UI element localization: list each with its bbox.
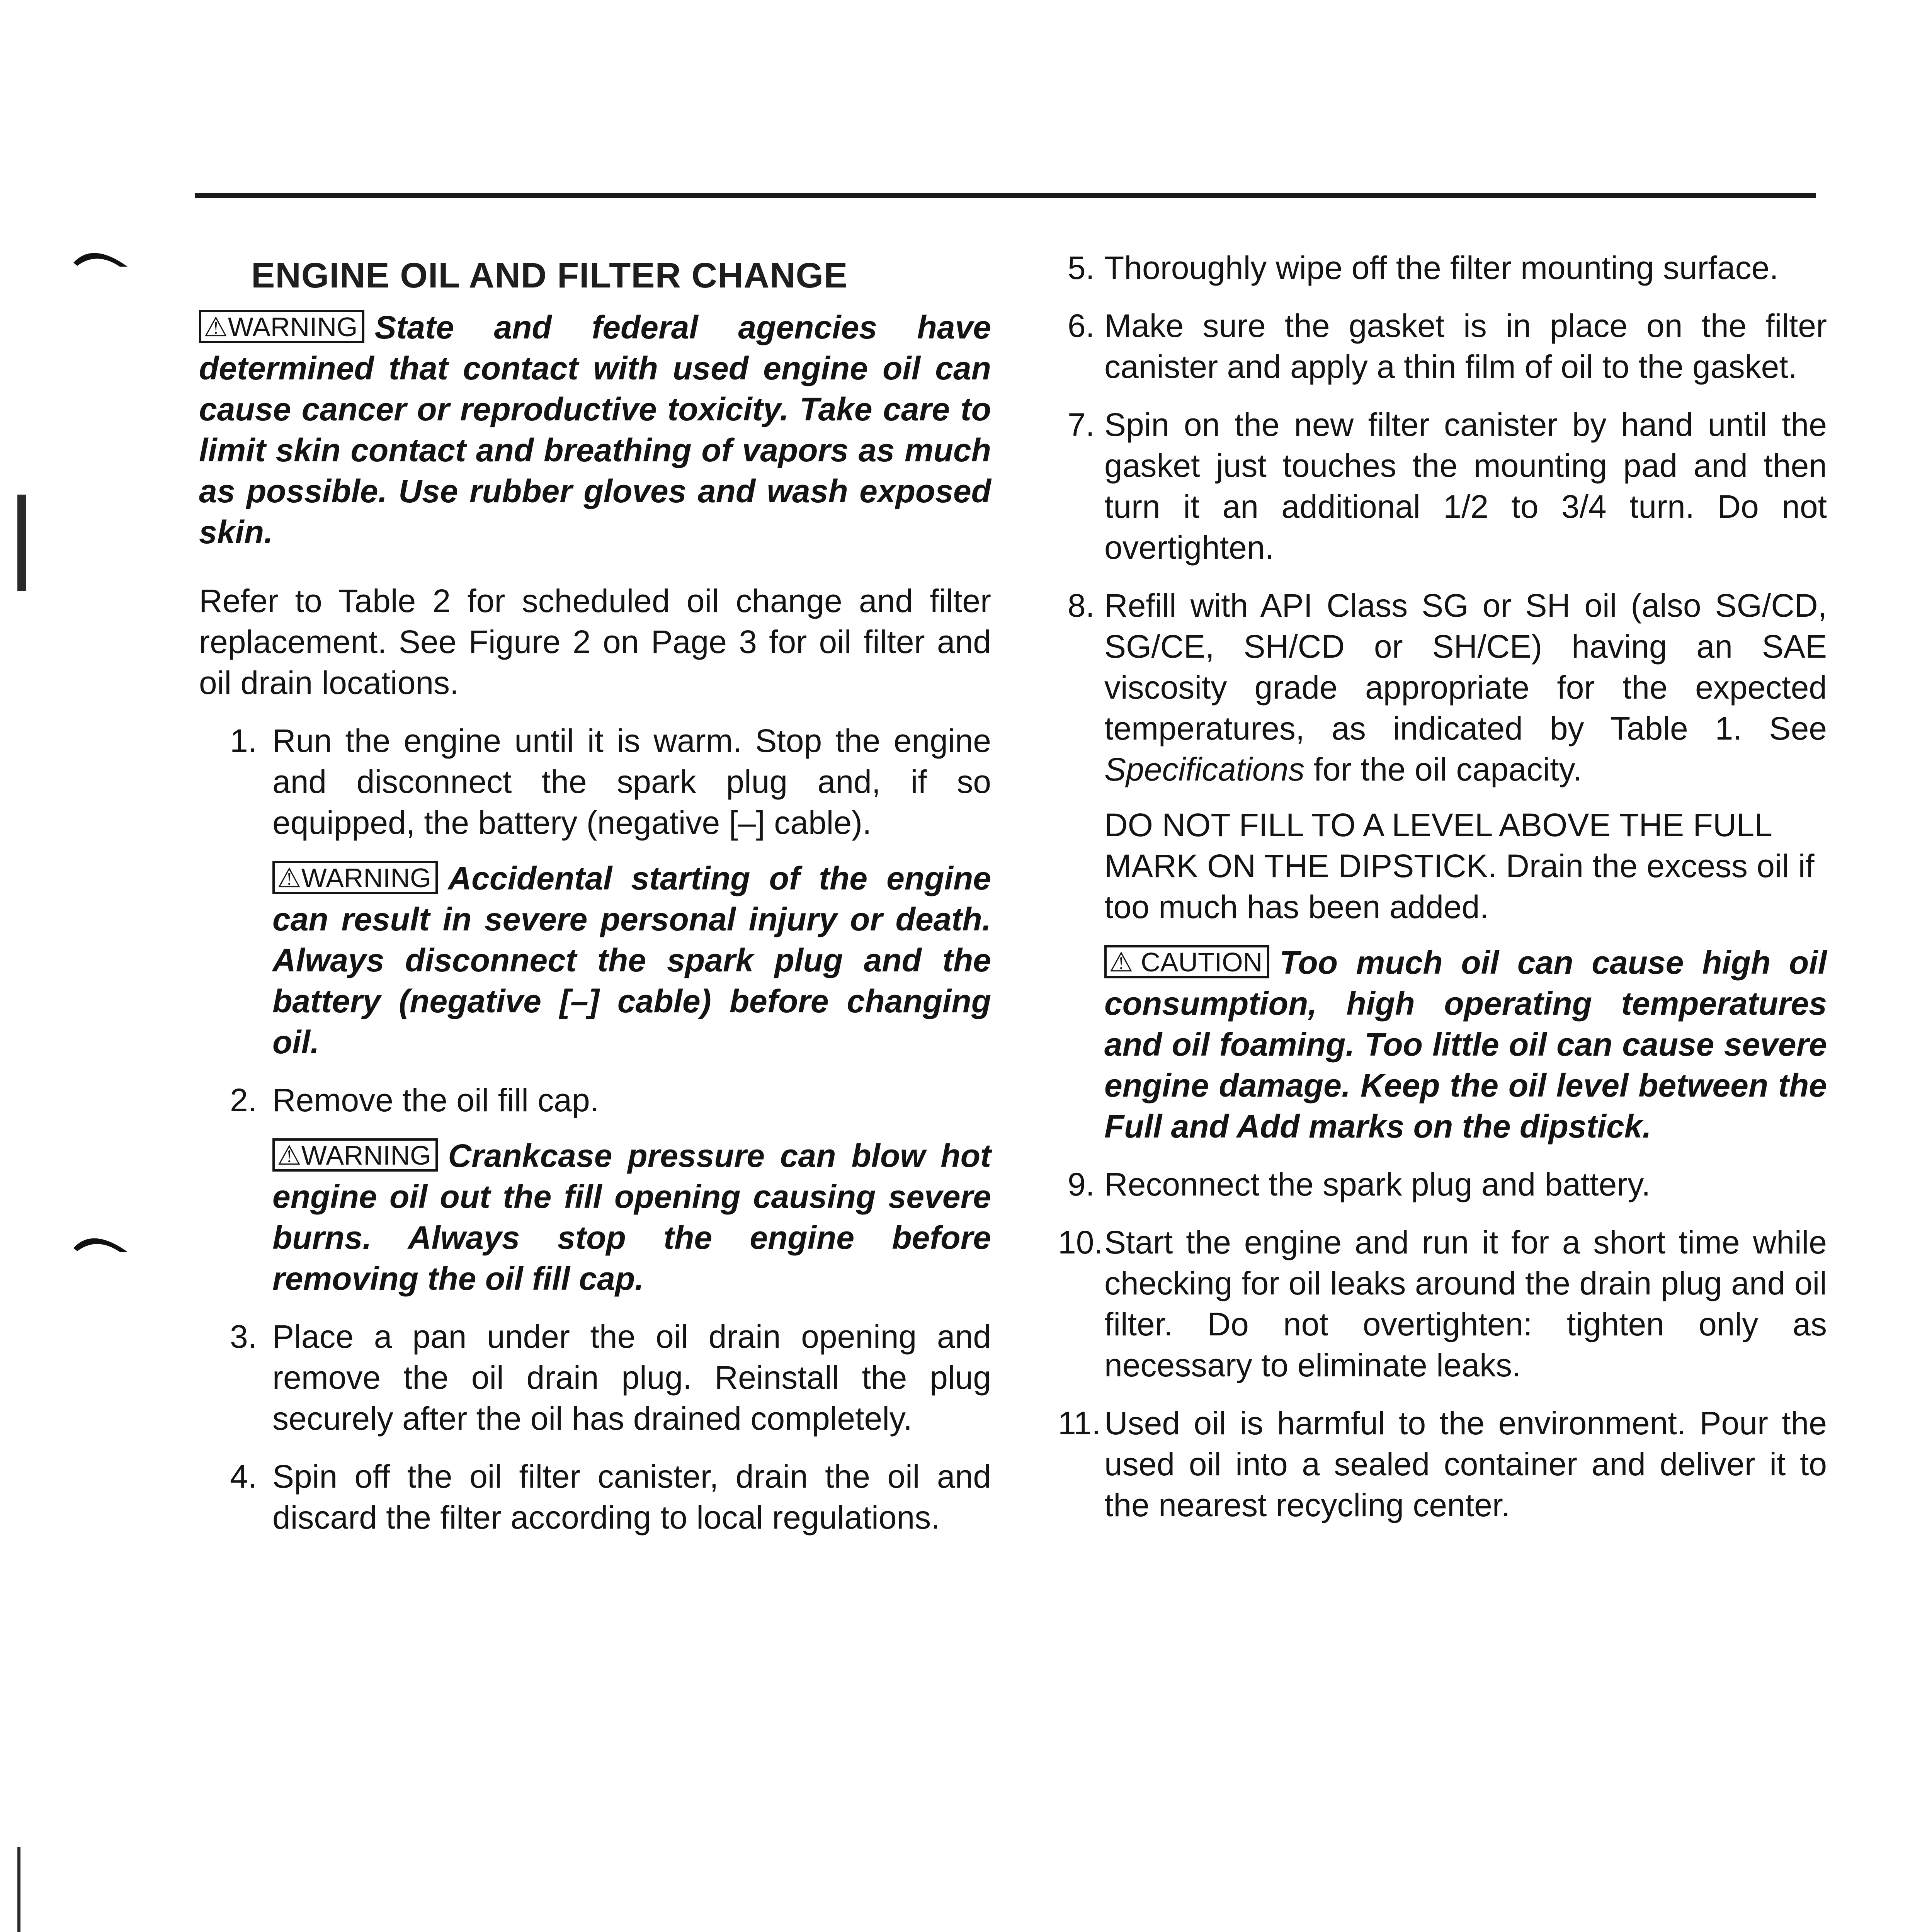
refer-paragraph: Refer to Table 2 for scheduled oil change and filter replacement. See Figure 2 on Page 3 for oil filter and oil drain locations. — [199, 583, 991, 701]
warning-label: ⚠WARNING — [272, 1138, 438, 1172]
specifications-reference: Specifications — [1104, 751, 1305, 787]
list-item: 5. Thoroughly wipe off the filter mounting surface. — [1067, 250, 1779, 286]
list-item: 10. Start the engine and run it for a short time while checking for oil leaks around the drain plug and oil filter. Do not overtighten: tighten only as necessary to eliminate leaks. — [1058, 1224, 1827, 1383]
steps-list-left — [199, 720, 991, 1538]
list-item: 9. Reconnect the spark plug and battery. — [1067, 1166, 1651, 1202]
step-caution: ⚠ CAUTION Too much oil can cause high oil consumption, high operating temperatures and oil foaming. Too little oil can cause severe engine damage. Keep the oil level between the Full and Add marks on the dipstick. — [1104, 944, 1827, 1145]
list-item: 4. Spin off the oil filter canister, drain the oil and discard the filter according to local regulations. — [230, 1458, 991, 1536]
warning-label: ⚠WARNING — [272, 861, 438, 894]
list-item: 1. Run the engine until it is warm. Stop the engine and disconnect the spark plug and, if so equipped, the battery (negative [–] cable). ⚠WARNING Accidental starting of the engine can result in severe personal injury or death. Always disconnect the spark plug and the battery (negative [–] cable) before changing oil. — [199, 720, 991, 1063]
caution-label: ⚠ CAUTION — [1104, 945, 1269, 978]
warning-triangle-icon: ⚠ — [204, 312, 228, 342]
binder-mark-middle — [70, 1225, 139, 1264]
scan-artifact — [17, 1847, 20, 1932]
warning-triangle-icon: ⚠ — [277, 1140, 301, 1170]
list-item: 3. Place a pan under the oil drain opening and remove the oil drain plug. Reinstall the plug securely after the oil has drained completely. — [230, 1318, 991, 1437]
list-item: 11. Used oil is harmful to the environment. Pour the used oil into a sealed container and deliver it to the nearest recycling center. — [1058, 1405, 1827, 1523]
right-column — [1058, 247, 1827, 1526]
step-warning: ⚠WARNING Accidental starting of the engine can result in severe personal injury or death. Always disconnect the spark plug and the battery (negative [–] cable) before changing oil. — [272, 860, 991, 1060]
warning-triangle-icon: ⚠ — [1109, 947, 1133, 977]
warning-triangle-icon: ⚠ — [277, 863, 301, 893]
fill-level-note: DO NOT FILL TO A LEVEL ABOVE THE FULL MARK ON THE DIPSTICK. Drain the excess oil if too much has been added. — [1104, 807, 1815, 925]
list-item: 6. Make sure the gasket is in place on the filter canister and apply a thin film of oil to the gasket. — [1067, 308, 1827, 385]
steps-list-right — [1058, 247, 1827, 1526]
left-column — [199, 247, 991, 1538]
list-item: 7. Spin on the new filter canister by hand until the gasket just touches the mounting pad and then turn it an additional 1/2 to 3/4 turn. Do not overtighten. — [1067, 406, 1827, 566]
list-item: 8. Refill with API Class SG or SH oil (also SG/CD, SG/CE, SH/CD or SH/CE) having an SAE viscosity grade appropriate for the expected temperatures, as indicated by Table 1. See Specifications for the oil capacity. DO NOT FILL TO A LEVEL ABOVE THE FULL MARK ON THE DIPSTICK. Drain the excess oil if too much has been added. ⚠ CAUTION Too much oil can cause high oil consumption, high operating temperatures and oil foaming. Too little oil can cause severe engine damage. Keep the oil level between the Full and Add marks on the dipstick. — [1058, 585, 1827, 1147]
list-item: 2. Remove the oil fill cap. ⚠WARNING Crankcase pressure can blow hot engine oil out the fill opening causing severe burns. Always stop the engine before removing the oil fill cap. — [199, 1080, 991, 1299]
intro-warning: ⚠WARNING State and federal agencies have determined that contact with used engine oil can cause cancer or reproductive toxicity. Take care to limit skin contact and breathing of vapors as much as possible. Use rubber gloves and wash exposed skin. — [199, 309, 991, 550]
step-warning: ⚠WARNING Crankcase pressure can blow hot engine oil out the fill opening causing severe burns. Always stop the engine before removing the oil fill cap. — [272, 1138, 991, 1297]
header-rule — [195, 193, 1816, 198]
binder-mark-top — [70, 240, 139, 278]
page-title: ENGINE OIL AND FILTER CHANGE — [251, 256, 848, 295]
scan-artifact — [17, 495, 26, 591]
warning-label: ⚠WARNING — [199, 310, 364, 343]
